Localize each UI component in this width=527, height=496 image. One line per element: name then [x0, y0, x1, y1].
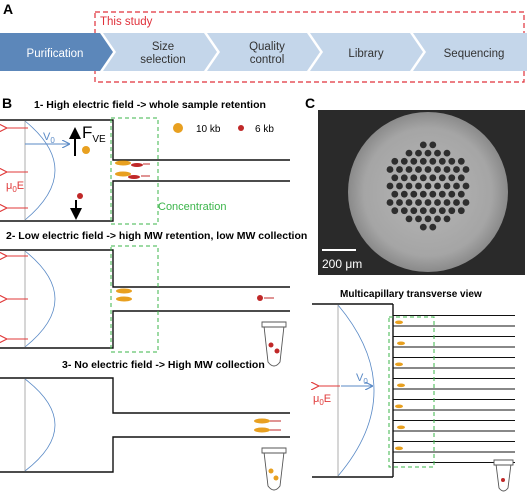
capillary-hole	[401, 174, 408, 181]
capillary-hole	[434, 150, 441, 157]
capillary-hole	[410, 191, 417, 198]
step2-band-10kb-1	[116, 289, 132, 294]
capillary-hole	[429, 158, 436, 165]
capillary-hole	[391, 174, 398, 181]
transverse-mu-label: $\mu_0E$	[313, 393, 332, 407]
fve-label: $F_{VE}$	[82, 123, 106, 145]
capillary-hole	[415, 183, 422, 190]
step-label-2a: Size	[151, 41, 175, 53]
step3-title: 3- No electric field -> High MW collection	[62, 359, 265, 371]
capillary-hole	[420, 174, 427, 181]
capillary-hole	[425, 199, 432, 206]
capillary-hole	[458, 158, 465, 165]
capillary-hole	[391, 207, 398, 214]
panel-a-letter: A	[3, 1, 14, 17]
step3-channel	[0, 378, 290, 472]
capillary-hole	[448, 191, 455, 198]
capillary-hole	[453, 166, 460, 173]
step1-mu-label: $\mu_0E$	[6, 180, 25, 194]
step-label-4: Library	[348, 48, 384, 60]
capillary-hole	[463, 183, 470, 190]
transverse-v0-label: $V_0$	[356, 372, 368, 386]
transverse-flow-profile	[338, 305, 374, 476]
capillary-hole	[429, 224, 436, 231]
capillary-hole	[429, 191, 436, 198]
step-label-2b: selection	[140, 54, 186, 66]
capillary-hole	[439, 207, 446, 214]
step-label-3a: Quality	[249, 41, 285, 53]
capillary-hole	[429, 174, 436, 181]
step3-band-10kb-2	[254, 428, 270, 433]
legend-10kb-label: 10 kb	[196, 124, 221, 135]
capillary-hole	[401, 191, 408, 198]
capillary-hole	[387, 183, 394, 190]
capillary-hole	[406, 150, 413, 157]
step1-band-10kb-1	[115, 161, 131, 166]
capillary-hole	[439, 174, 446, 181]
transverse-retention-box	[389, 317, 434, 467]
step3-band-10kb-1	[254, 419, 270, 424]
capillary-hole	[406, 199, 413, 206]
capillary-hole	[415, 150, 422, 157]
capillary-hole	[448, 207, 455, 214]
capillary-hole	[425, 216, 432, 223]
capillary-hole	[439, 158, 446, 165]
step2-flow-profile	[25, 251, 55, 347]
capillary-hole	[406, 216, 413, 223]
capillary-dna-band	[395, 363, 403, 367]
capillary-dna-band	[395, 321, 403, 325]
capillary-hole	[406, 166, 413, 173]
step1-band-6kb-1	[131, 163, 143, 167]
legend-10kb-icon	[173, 123, 183, 133]
capillary-hole	[396, 166, 403, 173]
capillary-hole	[415, 166, 422, 173]
step-label-3b: control	[249, 54, 285, 66]
step3-tube-icon	[262, 448, 286, 490]
capillary-hole	[463, 199, 470, 206]
capillary-hole	[448, 174, 455, 181]
step2-band-10kb-2	[116, 297, 132, 302]
capillary-hole	[401, 207, 408, 214]
capillary-dna-band	[397, 342, 405, 346]
capillary-hole	[425, 183, 432, 190]
step2-title: 2- Low electric field -> high MW retention, low MW collection	[6, 230, 308, 242]
capillary-hole	[444, 183, 451, 190]
capillary-hole	[448, 158, 455, 165]
capillary-hole	[434, 166, 441, 173]
capillary-lines	[393, 316, 515, 463]
capillary-hole	[453, 183, 460, 190]
capillary-hole	[420, 158, 427, 165]
capillary-hole	[444, 150, 451, 157]
capillary-hole	[420, 224, 427, 231]
capillary-hole	[406, 183, 413, 190]
capillary-hole	[396, 183, 403, 190]
step1-concentration-box	[111, 118, 158, 224]
capillary-hole	[458, 191, 465, 198]
capillary-hole	[444, 216, 451, 223]
capillary-hole	[439, 191, 446, 198]
capillary-dna-band	[395, 447, 403, 451]
capillary-hole	[391, 191, 398, 198]
capillary-hole	[425, 166, 432, 173]
step-label-1: Purification	[26, 48, 84, 60]
capillary-hole	[434, 183, 441, 190]
capillary-dna-band	[397, 426, 405, 430]
capillary-hole	[458, 207, 465, 214]
capillary-hole	[463, 166, 470, 173]
capillary-hole	[453, 199, 460, 206]
capillary-hole	[429, 142, 436, 149]
capillary-hole	[415, 216, 422, 223]
transverse-walls	[312, 304, 393, 477]
capillary-hole	[410, 158, 417, 165]
capillary-hole	[444, 166, 451, 173]
panel-b-letter: B	[2, 95, 13, 111]
capillary-hole	[434, 216, 441, 223]
capillary-hole	[434, 199, 441, 206]
step1-title: 1- High electric field -> whole sample retention	[34, 99, 266, 111]
step1-band-6kb-2	[128, 175, 140, 179]
capillary-hole	[387, 199, 394, 206]
transverse-title: Multicapillary transverse view	[340, 289, 482, 300]
study-label: This study	[100, 16, 153, 28]
concentration-label: Concentration	[158, 201, 227, 213]
step2-tube-icon	[262, 322, 286, 366]
capillary-hole	[396, 199, 403, 206]
capillary-hole	[391, 158, 398, 165]
legend-6kb-icon	[238, 125, 244, 131]
capillary-hole	[425, 150, 432, 157]
capillary-hole	[387, 166, 394, 173]
scale-bar-label: 200 μm	[322, 257, 363, 271]
step2-dna-6kb	[257, 295, 263, 301]
capillary-hole	[410, 207, 417, 214]
panel-c-letter: C	[305, 95, 316, 111]
capillary-hole	[420, 191, 427, 198]
step1-v0-label: $V_0$	[43, 131, 55, 145]
step3-flow-profile	[25, 379, 55, 471]
capillary-hole	[458, 174, 465, 181]
capillary-hole	[401, 158, 408, 165]
capillary-hole	[415, 199, 422, 206]
capillary-hole	[429, 207, 436, 214]
capillary-dna-band	[397, 384, 405, 388]
capillary-hole	[420, 142, 427, 149]
capillary-hole	[410, 174, 417, 181]
step2-channel	[0, 250, 290, 348]
step-label-5: Sequencing	[443, 48, 505, 60]
transverse-tube-icon	[494, 460, 513, 491]
capillary-hole	[420, 207, 427, 214]
sem-capillary-cross-section	[348, 112, 508, 272]
dna-6kb-blob-1	[77, 193, 83, 199]
step1-band-10kb-2	[115, 172, 131, 177]
capillary-hole	[444, 199, 451, 206]
dna-10kb-blob-1	[82, 146, 90, 154]
legend-6kb-label: 6 kb	[255, 124, 274, 135]
capillary-dna-band	[395, 405, 403, 409]
